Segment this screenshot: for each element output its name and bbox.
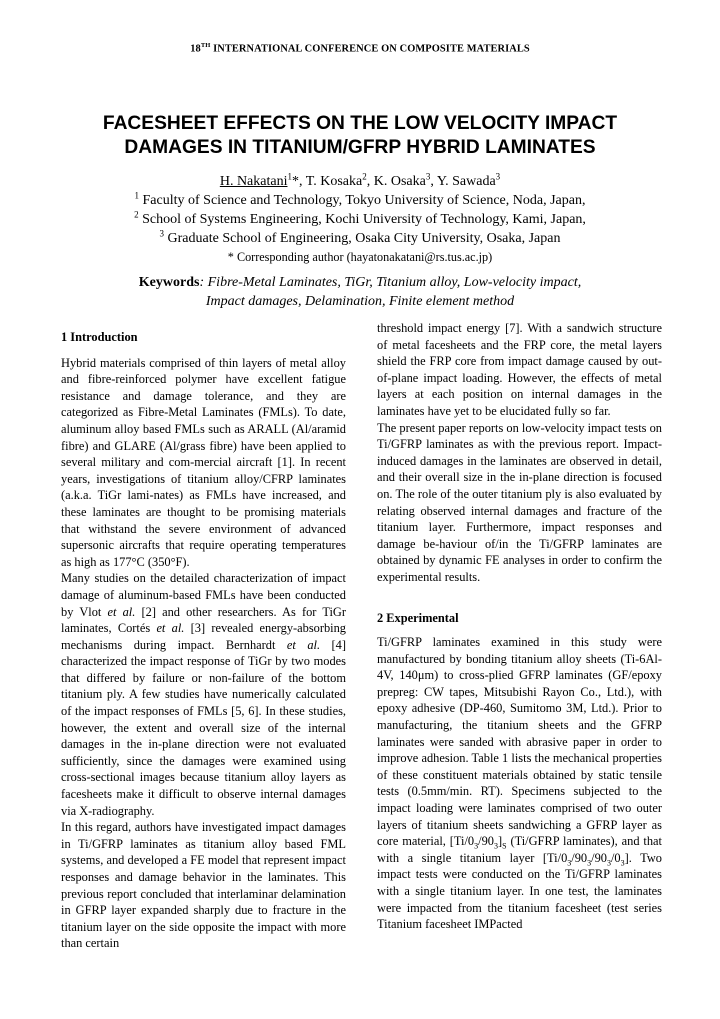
exp-p1-a: Ti/GFRP laminates examined in this study were manufactured by bonding titanium alloy sheets (Ti-6Al-4V, 140μm) to cross-plied GFRP laminates (GF/epoxy prepreg: CW tapes, Mitsubishi Rayon Co., Ltd.), with epoxy adhesive (DP-460, Sumitomo 3M, Ltd.). Prior to manufacturing, the titanium sheets and the GFRP laminates were sanded with abrasive paper in order to improve adhesion. Table 1 lists the mechanical properties of these constituent materials obtained by static tensile tests (0.5mm/min. RT). Specimens subjected to the impact loading were laminates comprised of two outer layers of titanium sheets sandwiching a GFRP layer as core material, [Ti/0 bbox=[377, 635, 662, 849]
keywords-block bbox=[0, 273, 720, 311]
affiliation-2-num: 2 bbox=[134, 209, 139, 220]
affiliation-3-num: 3 bbox=[159, 228, 165, 239]
exp-p1-e: /90 bbox=[571, 850, 588, 865]
section-1-heading: 1 Introduction bbox=[61, 330, 138, 344]
affiliation-2 bbox=[0, 210, 720, 229]
et-al: et al. bbox=[156, 621, 185, 636]
affiliation-1-text: Faculty of Science and Technology, Tokyo University of Science, Noda, Japan, bbox=[139, 193, 586, 208]
right-column bbox=[377, 320, 662, 933]
header-conference: INTERNATIONAL CONFERENCE ON COMPOSITE MATERIALS bbox=[213, 43, 530, 55]
author-3-sup: 3 bbox=[425, 171, 431, 182]
subscript-3: 3 bbox=[493, 841, 498, 851]
affiliation-3-text: Graduate School of Engineering, Osaka City University, Osaka, Japan bbox=[164, 231, 561, 246]
author-1: H. Nakatani bbox=[219, 174, 288, 189]
author-3: K. Osaka bbox=[373, 174, 426, 189]
exp-p1-b: /90 bbox=[478, 834, 494, 849]
exp-p1-h: ]. Two impact tests were conducted on the Ti/GFRP laminates with a single titanium layer. In one test, the laminates were impacted from the titanium facesheet (test series Titanium facesheet IMPacted bbox=[377, 850, 663, 932]
keywords-text-1: Fibre-Metal Laminates, TiGr, Titanium alloy, Low-velocity impact, bbox=[207, 275, 582, 290]
keywords-line-2: Impact damages, Delamination, Finite element method bbox=[205, 294, 515, 309]
intro-paragraph-5: The present paper reports on low-velocity impact tests on Ti/GFRP laminates as with the previous report. Impact-induced damages in the laminates are observed in detail, and their overall size in the in-plane direction is focused on. The role of the outer titanium ply is also evaluated by relating observed internal damages and fracture of the titanium layer. Furthermore, impact responses and damage be-haviour of/in the Ti/GFRP laminates are obtained by dynamic FE analyses in order to confirm the experimental results. bbox=[377, 420, 662, 584]
subscript-3: 3 bbox=[606, 858, 611, 868]
subscript-3: 3 bbox=[474, 841, 479, 851]
running-header bbox=[0, 42, 720, 54]
author-1-star: *, bbox=[291, 174, 306, 189]
author-4-sup: 3 bbox=[495, 171, 501, 182]
intro-paragraph-3: In this regard, authors have investigated impact damages in Ti/GFRP laminates as titanium alloy based FML systems, and developed a FE model that represent impact responses and damage behavior in the laminates. This previous report concluded that interlaminar delamination in GFRP layer expanded sharply due to fracture in the titanium layer on the side opposite the impact with more than certain bbox=[61, 820, 346, 951]
keywords-label: Keywords bbox=[138, 275, 200, 290]
exp-p1-d: (Ti/GFRP laminates), and that with a single titanium layer [Ti/0 bbox=[377, 834, 662, 865]
author-2: T. Kosaka bbox=[305, 174, 363, 189]
left-column bbox=[61, 320, 346, 952]
subscript-s: S bbox=[502, 841, 507, 851]
intro-p2-a: Many studies on the detailed characterization of impact damage of aluminum-based FMLs have been conducted by Vlot bbox=[61, 571, 346, 619]
exp-p1-f: /90 bbox=[591, 850, 607, 865]
exp-p1-c: ] bbox=[497, 834, 503, 849]
author-sep: , bbox=[366, 174, 374, 189]
title-line-2: DAMAGES IN TITANIUM/GFRP HYBRID LAMINATES bbox=[124, 137, 596, 158]
exp-p1-g: /0 bbox=[610, 850, 621, 865]
affiliation-2-text: School of Systems Engineering, Kochi University of Technology, Kami, Japan, bbox=[138, 212, 586, 227]
title-line-1: FACESHEET EFFECTS ON THE LOW VELOCITY IMPACT bbox=[102, 113, 618, 134]
section-2-heading: 2 Experimental bbox=[377, 610, 459, 625]
et-al: et al. bbox=[286, 637, 321, 652]
header-ordinal: 18 bbox=[190, 43, 201, 55]
author-list bbox=[0, 172, 720, 191]
intro-p2-d: [4] characterized the impact response of TiGr by two modes that differed by failure or non-failure of the bottom titanium ply. A few studies have numerically calculated of the impact responses of FMLs [5, 6]. In these studies, however, the extent and overall size of the internal damages in the in-plane direction were not evaluated sufficiently, since the damages were examined using cross-sectional images because titanium alloy layers as facesheets make it difficult to observe internal damages via X-radiography. bbox=[61, 637, 347, 818]
intro-paragraph-1: Hybrid materials comprised of thin layers of metal alloy and fibre-reinforced polymer have excellent fatigue resistance and damage tolerance, and they are categorized as Fibre-Metal Laminates (FMLs). To date, aluminum alloy based FMLs such as ARALL (Al/aramid fibre) and GLARE (Al/grass fibre) have been applied to several military and com-mercial aircraft [1]. In recent years, investigations of titanium alloy/CFRP laminates (a.k.a. TiGr lami-nates) as FMLs have increased, and these laminates are thought to be promising materials that withstand the severe environment of advanced supersonic aircrafts that require operating temperatures as high as 177°C (350°F). bbox=[61, 355, 346, 569]
keywords-colon: : bbox=[199, 275, 208, 290]
affiliation-3 bbox=[0, 229, 720, 248]
keywords-line-1 bbox=[0, 273, 720, 292]
experimental-paragraph-1 bbox=[377, 634, 662, 933]
author-sep: , bbox=[430, 174, 437, 189]
affiliation-1-num: 1 bbox=[134, 190, 140, 201]
subscript-3: 3 bbox=[620, 858, 625, 868]
intro-paragraph-2 bbox=[61, 570, 346, 819]
header-ordinal-suffix: TH bbox=[200, 42, 211, 49]
paper-title bbox=[0, 112, 720, 160]
intro-p2-c: [3] revealed energy-absorbing mechanisms during impact. Bernhardt bbox=[61, 621, 347, 652]
author-1-sup: 1 bbox=[287, 171, 292, 182]
subscript-3: 3 bbox=[587, 858, 592, 868]
subscript-3: 3 bbox=[567, 858, 572, 868]
intro-p2-b: [2] and other researchers. As for TiGr laminates, Cortés bbox=[61, 604, 347, 636]
et-al: et al. bbox=[107, 604, 136, 619]
affiliation-1 bbox=[0, 191, 720, 210]
author-4: Y. Sawada bbox=[436, 174, 496, 189]
author-2-sup: 2 bbox=[362, 171, 367, 182]
author-block bbox=[0, 172, 720, 267]
corresponding-author: * Corresponding author (hayatonakatani@rs.tus.ac.jp) bbox=[227, 250, 493, 264]
intro-paragraph-4: threshold impact energy [7]. With a sandwich structure of metal facesheets and the FRP core, the metal layers shield the FRP core from impact damage caused by out-of-plane impact loading. However, the effects of metal layers at each position on internal damages in the laminates have yet to be elucidated fully so far. bbox=[377, 321, 662, 418]
